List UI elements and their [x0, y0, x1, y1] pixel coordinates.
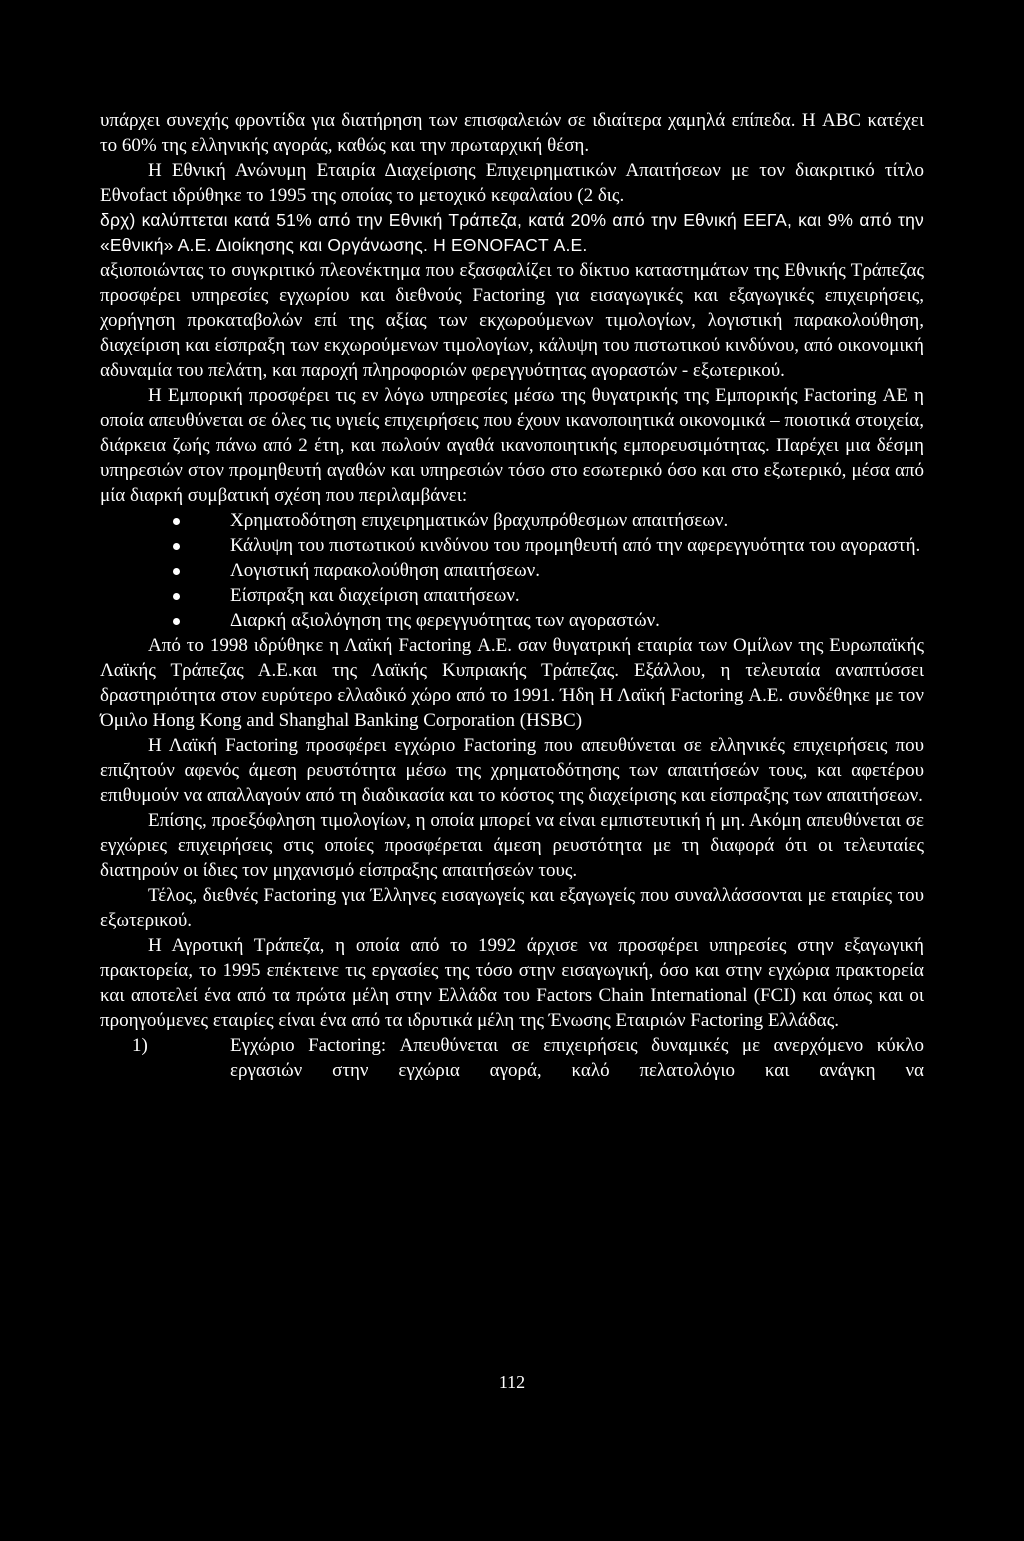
bullet-icon: [173, 518, 180, 525]
bullet-icon: [173, 618, 180, 625]
page-number: 112: [498, 1372, 526, 1392]
paragraph-abc-continuation: υπάρχει συνεχής φροντίδα για διατήρηση των επισφαλειών σε ιδιαίτερα χαμηλά επίπεδα. Η ABC κατέχει το 60% της ελληνικής αγοράς, καθώς και την πρωταρχική θέση.: [100, 110, 924, 156]
paragraph-ethnofact-services: αξιοποιώντας το συγκριτικό πλεονέκτημα που εξασφαλίζει το δίκτυο καταστημάτων της Εθνικής Τράπεζας προσφέρει υπηρεσίες εγχωρίου και διεθνούς Factoring για εισαγωγικές και εξαγωγικές επιχειρήσεις, χορήγηση προκαταβολών επί της αξίας των εκχωρούμενων τιμολογίων, λογιστική παρακολούθηση, διαχείριση και είσπραξη των εκχωρούμενων τιμολογίων, κάλυψη του πιστωτικού κινδύνου, από οικονομική αδυναμία του πελάτη, και παροχή πληροφοριών φερεγγυότητας αγοραστών - εξωτερικού.: [100, 260, 924, 381]
bullet-icon: [173, 568, 180, 575]
list-item: Κάλυψη του πιστωτικού κινδύνου του προμηθευτή από την αφερεγγυότητα του αγοραστή.: [230, 533, 924, 558]
bullet-icon: [173, 543, 180, 550]
paragraph-laiki-factoring: Από το 1998 ιδρύθηκε η Λαϊκή Factoring Α.Ε. σαν θυγατρική εταιρία των Ομίλων της Ευρωπαϊκής Λαϊκής Τράπεζας Α.Ε.και της Λαϊκής Κυπριακής Τράπεζας. Εξάλλου, η τελευταία αναπτύσσει δραστηριότητα στον ευρύτερο ελλαδικό χώρο από το 1991. Ήδη Η Λαϊκή Factoring Α.Ε. συνδέθηκε με τον Όμιλο Hong Kong and Shanghal Banking Corporation (HSBC): [100, 635, 924, 731]
paragraph-laiki-services: Η Λαϊκή Factoring προσφέρει εγχώριο Factoring που απευθύνεται σε ελληνικές επιχειρήσεις που επιζητούν αφενός άμεση ρευστότητα μέσω της χρηματοδότησης των απαιτήσεών τους, και αφετέρου επιθυμούν να απαλλαγούν από τη διαδικασία και το κόστος της διαχείρισης και είσπραξης των απαιτήσεων.: [100, 735, 924, 806]
numbered-list: [100, 1033, 924, 1083]
bullet-icon: [173, 593, 180, 600]
list-item: Λογιστική παρακολούθηση απαιτήσεων.: [230, 558, 924, 583]
paragraph-ethnofact-shareholders: δρχ) καλύπτεται κατά 51% από την Εθνική Τράπεζα, κατά 20% από την Εθνική ΕΕΓΑ, και 9% από την «Εθνική» Α.Ε. Διοίκησης και Οργάνωσης. Η ΕΘΝΟFACT Α.Ε.: [100, 210, 924, 255]
list-item: 1) Εγχώριο Factoring: Απευθύνεται σε επιχειρήσεις δυναμικές με ανερχόμενο κύκλο εργασιών στην εγχώρια αγορά, καλό πελατολόγιο και ανάγκη να: [132, 1035, 924, 1081]
paragraph-emporiki-factoring: Η Εμπορική προσφέρει τις εν λόγω υπηρεσίες μέσω της θυγατρικής της Εμπορικής Factoring ΑΕ η οποία απευθύνεται σε όλες τις υγιείς επιχειρήσεις που έχουν ικανοποιητικά οικονομικά – ποιοτικά στοιχεία, διάρκεια ζωής πάνω από 2 έτη, και πωλούν αγαθά ικανοποιητικής εμπορευσιμότητας. Παρέχει μια δέσμη υπηρεσιών στον προμηθευτή αγαθών και υπηρεσιών τόσο στο εσωτερικό όσο και στο εξωτερικό, μέσα από μία διαρκή συμβατική σχέση που περιλαμβάνει:: [100, 385, 924, 506]
list-item: Χρηματοδότηση επιχειρηματικών βραχυπρόθεσμων απαιτήσεων.: [230, 508, 924, 533]
paragraph-international-factoring: Τέλος, διεθνές Factoring για Έλληνες εισαγωγείς και εξαγωγείς που συναλλάσσονται με εταιρίες του εξωτερικού.: [100, 885, 924, 931]
document-body: [100, 108, 924, 1083]
paragraph-ethnofact-intro: Η Εθνική Ανώνυμη Εταιρία Διαχείρισης Επιχειρηματικών Απαιτήσεων με τον διακριτικό τίτλο Εθνofact ιδρύθηκε το 1995 της οποίας το μετοχικό κεφαλαίου (2 δις.: [100, 160, 924, 206]
paragraph-agrotiki-bank: Η Αγροτική Τράπεζα, η οποία από το 1992 άρχισε να προσφέρει υπηρεσίες στην εξαγωγική πρακτορεία, το 1995 επέκτεινε τις εργασίες της τόσο στην εισαγωγική, όσο και στην εγχώρια πρακτορεία και αποτελεί ένα από τα πρώτα μέλη στην Ελλάδα του Factors Chain International (FCI) και όπως και οι προηγούμενες εταιρίες είναι ένα από τα ιδρυτικά μέλη της Ένωσης Εταιριών Factoring Ελλάδας.: [100, 935, 924, 1031]
list-item: Διαρκή αξιολόγηση της φερεγγυότητας των αγοραστών.: [230, 608, 924, 633]
services-bullet-list: [100, 508, 924, 633]
list-item: Είσπραξη και διαχείριση απαιτήσεων.: [230, 583, 924, 608]
paragraph-discounting: Επίσης, προεξόφληση τιμολογίων, η οποία μπορεί να είναι εμπιστευτική ή μη. Ακόμη απευθύνεται σε εγχώριες επιχειρήσεις στις οποίες προσφέρεται άμεση ρευστότητα με τη διαφορά ότι οι τελευταίες διατηρούν οι ίδιες τον μηχανισμό είσπραξης απαιτήσεών τους.: [100, 810, 924, 881]
